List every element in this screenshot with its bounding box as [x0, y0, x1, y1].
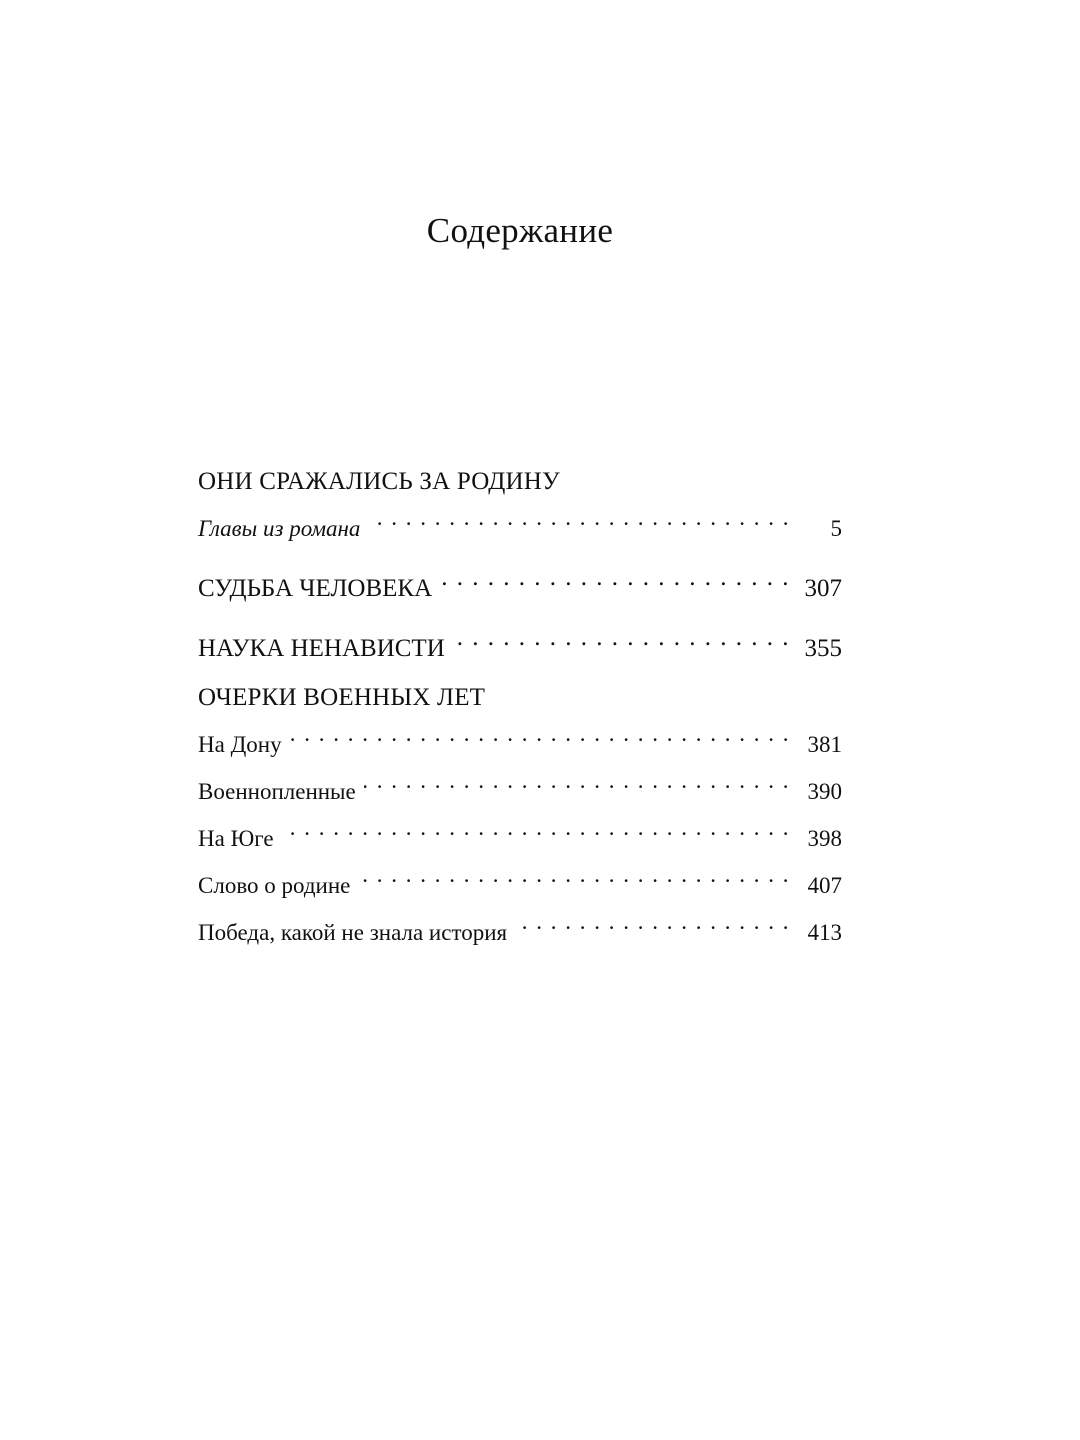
toc-entry-title: НАУКА НЕНАВИСТИ: [198, 635, 445, 662]
toc-entry-title: Победа, какой не знала история: [198, 920, 508, 945]
dot-leader: [290, 716, 790, 752]
table-of-contents: [198, 464, 842, 951]
toc-page-number: 398: [807, 826, 842, 851]
dot-leader: [358, 857, 790, 893]
toc-entry[interactable]: [198, 500, 842, 547]
page-title: Содержание: [426, 211, 614, 251]
toc-page-number: 390: [807, 779, 842, 804]
toc-entry[interactable]: [198, 857, 842, 904]
toc-page-number: 307: [804, 575, 842, 602]
toc-entry-title: На Дону: [198, 732, 282, 757]
dot-leader: [515, 904, 790, 940]
dot-leader: [364, 763, 790, 799]
toc-page-number: 407: [807, 873, 842, 898]
toc-entry[interactable]: [198, 716, 842, 763]
toc-page-number: 381: [807, 732, 842, 757]
toc-section-heading: ОНИ СРАЖАЛИСЬ ЗА РОДИНУ: [198, 468, 560, 495]
toc-entry[interactable]: [198, 763, 842, 810]
toc-page-number: 5: [830, 516, 842, 541]
dot-leader: [368, 500, 790, 536]
toc-section-heading: ОЧЕРКИ ВОЕННЫХ ЛЕТ: [198, 684, 486, 711]
dot-leader: [440, 560, 790, 596]
toc-entry[interactable]: [198, 620, 842, 667]
toc-entry-title: На Юге: [198, 826, 274, 851]
toc-entry-title: СУДЬБА ЧЕЛОВЕКА: [198, 575, 433, 602]
toc-entry[interactable]: [198, 904, 842, 951]
toc-entry-title: Главы из романа: [198, 516, 361, 541]
toc-entry-title: Слово о родине: [198, 873, 351, 898]
toc-page-number: 413: [807, 920, 842, 945]
toc-entry-title: Военнопленные: [198, 779, 356, 804]
toc-page-number: 355: [804, 635, 842, 662]
dot-leader: [453, 620, 790, 656]
toc-entry[interactable]: [198, 560, 842, 607]
toc-entry[interactable]: [198, 810, 842, 857]
dot-leader: [282, 810, 790, 846]
